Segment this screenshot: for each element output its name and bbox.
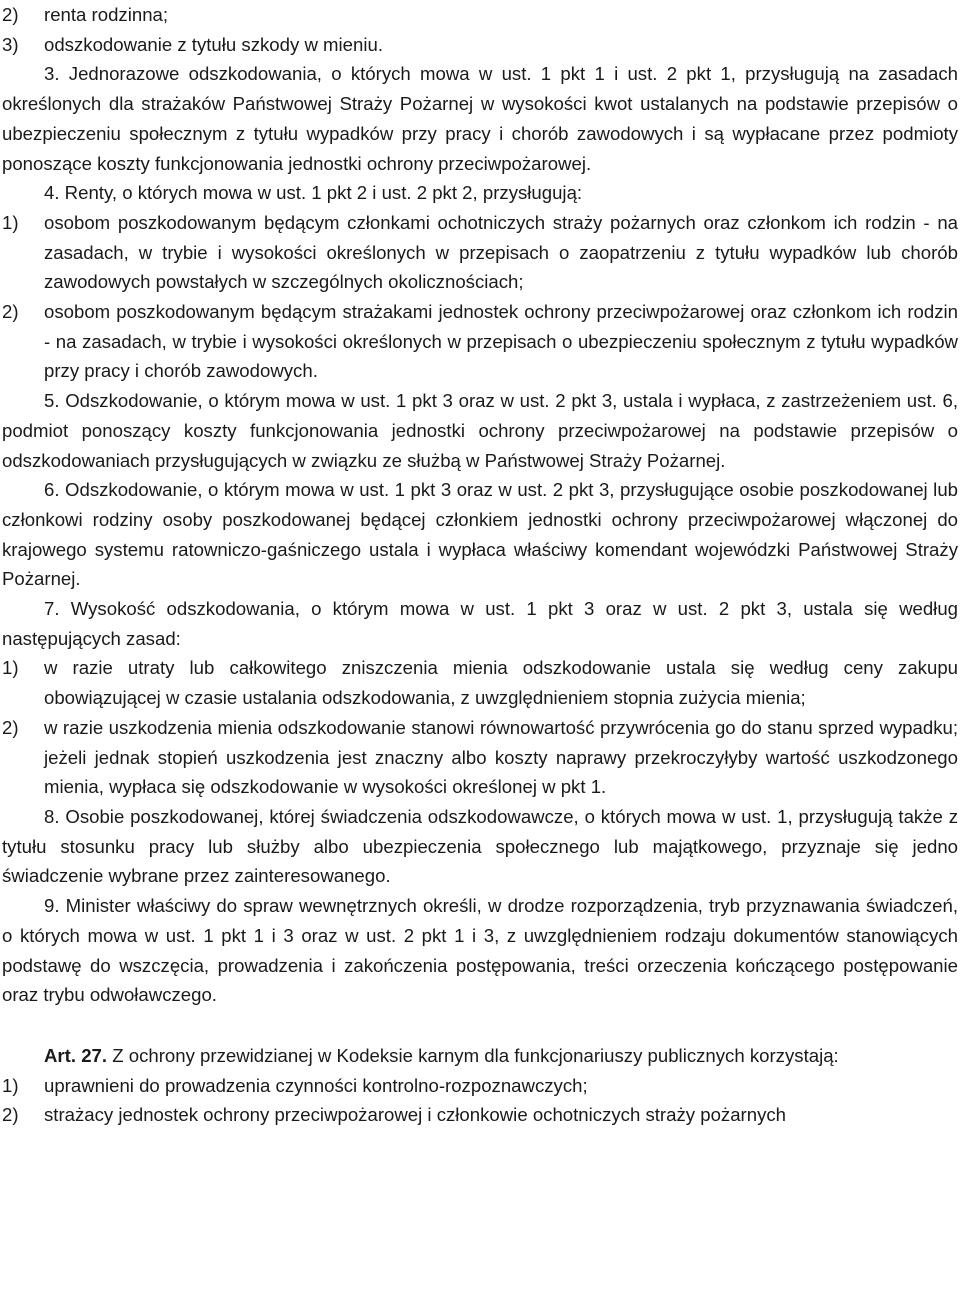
item-text: strażacy jednostek ochrony przeciwpożarowej i członkowie ochotniczych straży pożarnych — [44, 1104, 787, 1126]
item-number: 2) — [2, 716, 19, 738]
paragraph-9: 9. Minister właściwy do spraw wewnętrznych określi, w drodze rozporządzenia, tryb przyznawania świadczeń, o których mowa w ust. 1 pkt 1 i 3 oraz w ust. 2 pkt 1 i 3, z uwzględnieniem rodzaju dokumentów stanowiących podstawę do wszczęcia, prowadzenia i zakończenia postępowania, treści orzeczenia kończącego postępowanie oraz trybu odwoławczego. — [2, 895, 958, 1006]
paragraph-8: 8. Osobie poszkodowanej, której świadczenia odszkodowawcze, o których mowa w ust. 1, przysługują także z tytułu stosunku pracy lub służby albo ubezpieczenia społecznego lub majątkowego, przyznaje się jedno świadczenie wybrane przez zainteresowanego. — [2, 805, 958, 887]
article-text: Z ochrony przewidzianej w Kodeksie karnym dla funkcjonariuszy publicznych korzystają: — [107, 1044, 839, 1066]
item-number: 2) — [2, 301, 19, 323]
paragraph-6: 6. Odszkodowanie, o którym mowa w ust. 1 pkt 3 oraz w ust. 2 pkt 3, przysługujące osobie poszkodowanej lub członkowi rodziny osoby poszkodowanej będącej członkiem jednostki ochrony przeciwpożarowej włączonej do krajowego systemu ratowniczo-gaśniczego ustala i wypłaca właściwy komendant wojewódzki Państwowej Straży Pożarnej. — [2, 479, 958, 590]
item-text: w razie uszkodzenia mienia odszkodowanie stanowi równowartość przywrócenia go do stanu sprzed wypadku; jeżeli jednak stopień uszkodzenia jest znaczny albo koszty naprawy przekroczyłyby wartość uszkodzonego mienia, wypłaca się odszkodowanie w wysokości określonej w pkt 1. — [44, 716, 958, 798]
item-text: renta rodzinna; — [44, 4, 169, 25]
item-text: osobom poszkodowanym będącym strażakami jednostek ochrony przeciwpożarowej oraz członkom ich rodzin - na zasadach, w trybie i wysokości określonych w przepisach o ubezpieczeniu społecznym z tytułu wypadków przy pracy i chorób zawodowych. — [44, 301, 958, 382]
list-item — [2, 208, 958, 297]
item-number: 3) — [2, 33, 19, 55]
list-item — [2, 653, 958, 712]
article-label: Art. 27. — [44, 1044, 108, 1066]
item-text: odszkodowanie z tytułu szkody w mieniu. — [44, 33, 383, 55]
paragraph-3: 3. Jednorazowe odszkodowania, o których mowa w ust. 1 pkt 1 i ust. 2 pkt 1, przysługują na zasadach określonych dla strażaków Państwowej Straży Pożarnej w wysokości kwot ustalanych na podstawie przepisów o ubezpieczeniu społecznym z tytułu wypadków przy pracy i chorób zawodowych i są wypłacane przez podmioty ponoszące koszty funkcjonowania jednostki ochrony przeciwpożarowej. — [2, 63, 958, 174]
paragraph-5: 5. Odszkodowanie, o którym mowa w ust. 1 pkt 3 oraz w ust. 2 pkt 3, ustala i wypłaca, z zastrzeżeniem ust. 6, podmiot ponoszący koszty funkcjonowania jednostki ochrony przeciwpożarowej na podstawie przepisów o odszkodowaniach przysługujących w związku ze służbą w Państwowej Straży Pożarnej. — [2, 390, 958, 471]
list-item — [2, 1100, 958, 1130]
item-number: 1) — [2, 1074, 19, 1096]
item-number: 1) — [2, 657, 19, 679]
paragraph-4: 4. Renty, o których mowa w ust. 1 pkt 2 i ust. 2 pkt 2, przysługują: — [44, 182, 583, 204]
item-number: 1) — [2, 211, 19, 233]
paragraph-7: 7. Wysokość odszkodowania, o którym mowa w ust. 1 pkt 3 oraz w ust. 2 pkt 3, ustala się według następujących zasad: — [2, 598, 958, 649]
spacer — [2, 1010, 958, 1041]
list-item — [2, 1071, 958, 1101]
item-number: 2) — [2, 1104, 19, 1126]
list-item — [2, 297, 958, 386]
list-item — [2, 0, 958, 30]
item-text: osobom poszkodowanym będącym członkami ochotniczych straży pożarnych oraz członkom ich rodzin - na zasadach, w trybie i wysokości określonych w przepisach o zaopatrzeniu z tytułu wypadków lub chorób zawodowych powstałych w szczególnych okolicznościach; — [44, 211, 958, 293]
item-text: uprawnieni do prowadzenia czynności kontrolno-rozpoznawczych; — [44, 1074, 588, 1096]
item-number: 2) — [2, 4, 19, 25]
list-item — [2, 713, 958, 802]
list-item — [2, 30, 958, 60]
item-text: w razie utraty lub całkowitego zniszczenia mienia odszkodowanie ustala się według ceny zakupu obowiązującej w czasie ustalania odszkodowania, z uwzględnieniem stopnia zużycia mienia; — [44, 657, 958, 709]
article-27 — [2, 1041, 958, 1071]
